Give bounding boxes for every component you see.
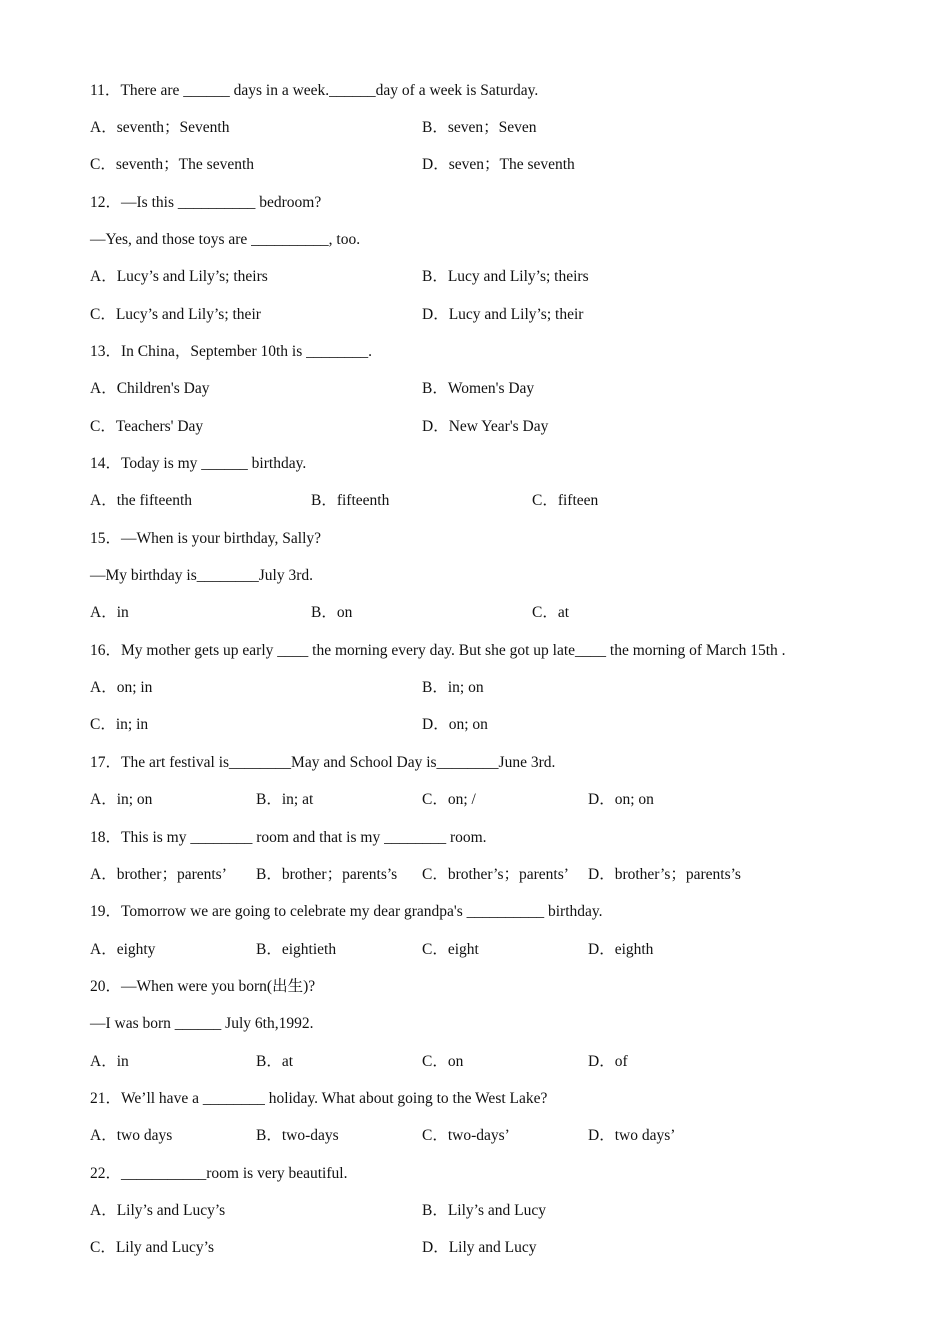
question-number: 15． xyxy=(90,530,122,547)
option-b: B．Lucy and Lily’s; theirs xyxy=(422,268,589,285)
option-d: D．seven；The seventh xyxy=(422,156,575,173)
question-number: 19． xyxy=(90,903,122,920)
question-number: 11． xyxy=(90,82,121,99)
question-21 xyxy=(90,1088,547,1110)
option-c: C．eight xyxy=(422,941,479,958)
question-11 xyxy=(90,80,538,102)
question-number: 18． xyxy=(90,829,122,846)
option-b: B．seven；Seven xyxy=(422,119,537,136)
question-stem: This is my ________ room and that is my ________ room. xyxy=(121,829,487,846)
option-d: D．on; on xyxy=(588,791,654,808)
question-stem: —When is your birthday, Sally? xyxy=(121,530,322,547)
option-d: D．eighth xyxy=(588,941,654,958)
option-c: C．brother’s；parents’ xyxy=(422,866,569,883)
option-b: B．fifteenth xyxy=(311,492,390,509)
option-a: A．brother；parents’ xyxy=(90,866,227,883)
question-number: 13． xyxy=(90,343,122,360)
question-stem: There are ______ days in a week.______day of a week is Saturday. xyxy=(120,82,539,99)
option-d: D．two days’ xyxy=(588,1127,676,1144)
option-b: B．at xyxy=(256,1053,294,1070)
question-number: 20． xyxy=(90,978,122,995)
question-stem: We’ll have a ________ holiday. What about going to the West Lake? xyxy=(121,1090,548,1107)
question-stem: —Is this __________ bedroom? xyxy=(121,194,322,211)
option-a: A．in xyxy=(90,1053,129,1070)
question-stem: In China，September 10th is ________. xyxy=(121,343,373,360)
option-d: D．New Year's Day xyxy=(422,418,549,435)
question-14 xyxy=(90,453,306,475)
option-b: B．on xyxy=(311,604,353,621)
option-a: A．the fifteenth xyxy=(90,492,193,509)
question-reply: —Yes, and those toys are __________, too. xyxy=(90,231,361,248)
question-22 xyxy=(90,1163,347,1185)
option-c: C．Lily and Lucy’s xyxy=(90,1239,214,1256)
option-d: D．of xyxy=(588,1053,628,1070)
question-18 xyxy=(90,827,487,849)
question-stem: The art festival is________May and School Day is________June 3rd. xyxy=(121,754,556,771)
question-19 xyxy=(90,901,603,923)
option-b: B．brother；parents’s xyxy=(256,866,398,883)
option-b: B．in; on xyxy=(422,679,484,696)
question-stem: Tomorrow we are going to celebrate my dear grandpa's __________ birthday. xyxy=(121,903,603,920)
question-number: 17． xyxy=(90,754,122,771)
question-number: 22． xyxy=(90,1165,122,1182)
option-a: A．two days xyxy=(90,1127,173,1144)
option-a: A．in xyxy=(90,604,129,621)
question-stem: My mother gets up early ____ the morning every day. But she got up late____ the morning of March 15th . xyxy=(121,642,786,659)
option-d: D．Lucy and Lily’s; their xyxy=(422,306,584,323)
question-15 xyxy=(90,528,321,550)
option-a: A．Children's Day xyxy=(90,380,210,397)
option-c: C．on xyxy=(422,1053,464,1070)
option-b: B．Women's Day xyxy=(422,380,535,397)
option-a: A．eighty xyxy=(90,941,156,958)
question-16 xyxy=(90,640,786,662)
option-a: A．on; in xyxy=(90,679,153,696)
question-20 xyxy=(90,976,315,998)
option-d: D．Lily and Lucy xyxy=(422,1239,537,1256)
option-c: C．Lucy’s and Lily’s; their xyxy=(90,306,261,323)
question-13 xyxy=(90,341,372,363)
option-c: C．seventh；The seventh xyxy=(90,156,255,173)
question-stem: —When were you born(出生)? xyxy=(121,978,316,995)
option-c: C．two-days’ xyxy=(422,1127,510,1144)
option-c: C．on; / xyxy=(422,791,476,808)
option-a: A．Lucy’s and Lily’s; theirs xyxy=(90,268,268,285)
option-c: C．fifteen xyxy=(532,492,599,509)
option-c: C．Teachers' Day xyxy=(90,418,204,435)
option-c: C．at xyxy=(532,604,570,621)
option-b: B．Lily’s and Lucy xyxy=(422,1202,546,1219)
option-a: A．seventh；Seventh xyxy=(90,119,230,136)
question-stem: Today is my ______ birthday. xyxy=(121,455,307,472)
option-d: D．brother’s；parents’s xyxy=(588,866,741,883)
question-number: 16． xyxy=(90,642,122,659)
question-17 xyxy=(90,752,555,774)
question-12 xyxy=(90,192,321,214)
question-number: 21． xyxy=(90,1090,122,1107)
option-d: D．on; on xyxy=(422,716,488,733)
question-stem: ___________room is very beautiful. xyxy=(121,1165,348,1182)
question-reply: —I was born ______ July 6th,1992. xyxy=(90,1015,314,1032)
question-number: 12． xyxy=(90,194,122,211)
option-b: B．in; at xyxy=(256,791,314,808)
question-number: 14． xyxy=(90,455,122,472)
option-b: B．two-days xyxy=(256,1127,339,1144)
option-b: B．eightieth xyxy=(256,941,337,958)
option-c: C．in; in xyxy=(90,716,149,733)
question-reply: —My birthday is________July 3rd. xyxy=(90,567,314,584)
option-a: A．in; on xyxy=(90,791,153,808)
option-a: A．Lily’s and Lucy’s xyxy=(90,1202,226,1219)
